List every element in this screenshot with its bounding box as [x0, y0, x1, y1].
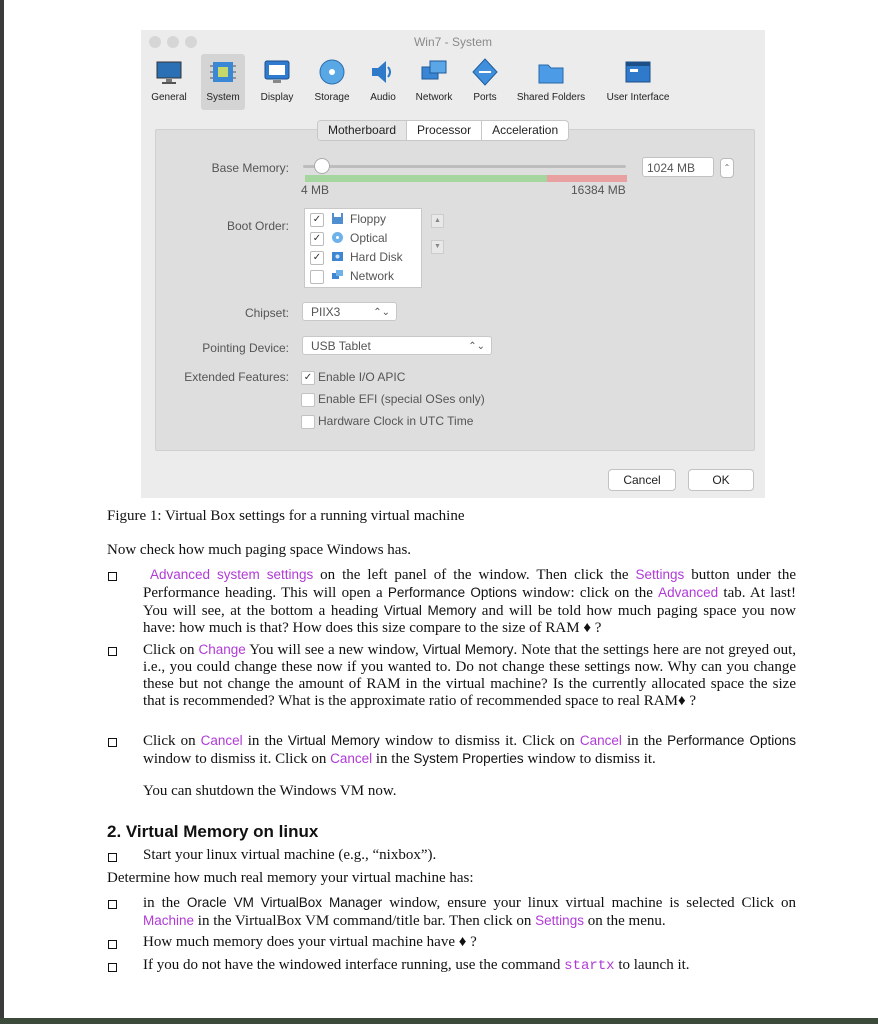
- list-item-start-linux: Start your linux virtual machine (e.g., “nixbox”).: [143, 847, 437, 863]
- boot-checkbox-hard-disk[interactable]: ✓: [310, 251, 324, 265]
- text-span: Virtual Memory: [383, 603, 477, 618]
- chipset-label: Chipset:: [244, 306, 289, 320]
- toolbar-label-user-interface: User Interface: [606, 92, 670, 103]
- chevron-updown-icon: ⌃⌄: [373, 307, 390, 318]
- text-span: in the: [372, 751, 414, 767]
- text-span: on the left panel of the window. Then click the: [313, 567, 636, 583]
- network-icon: [419, 57, 449, 87]
- boot-item-optical[interactable]: [305, 229, 421, 248]
- utc-checkbox[interactable]: [301, 415, 315, 429]
- text-span: Virtual Memory: [287, 733, 380, 748]
- display-icon: [262, 57, 292, 87]
- toolbar-label-storage: Storage: [314, 92, 350, 103]
- toolbar-audio[interactable]: [363, 54, 403, 110]
- text-span: in the: [143, 895, 187, 911]
- boot-checkbox-floppy[interactable]: ✓: [310, 213, 324, 227]
- text-span: window to dismiss it.: [523, 751, 656, 767]
- disc-icon: [317, 57, 347, 87]
- efi-checkbox[interactable]: [301, 393, 315, 407]
- hard-disk-icon: [331, 250, 344, 263]
- toolbar-ports[interactable]: [467, 54, 503, 110]
- utc-label: Hardware Clock in UTC Time: [318, 414, 474, 428]
- section-heading: 2. Virtual Memory on linux: [107, 822, 319, 841]
- pointing-device-value: USB Tablet: [311, 339, 371, 353]
- link-change[interactable]: Change: [198, 642, 246, 657]
- toolbar-network[interactable]: [411, 54, 457, 110]
- window-ui-icon: [623, 57, 653, 87]
- text-span: Performance Options: [387, 585, 517, 600]
- text-span: . Note that the settings here are not greyed out, i.e., you could change these now if you wanted to. Do not change these settings now. Why can you change these but not change the amount of RAM in the virtual machine? Is the currently allocated space the size that is recommended? What is the approximate ratio of recommended space to real RAM♦ ?: [143, 642, 796, 709]
- memory-range-indicator: [305, 175, 627, 182]
- link-cancel[interactable]: Cancel: [200, 733, 243, 748]
- io-apic-label: Enable I/O APIC: [318, 370, 406, 384]
- memory-max-label: 16384 MB: [571, 183, 626, 197]
- settings-tabs: [317, 120, 569, 141]
- efi-label: Enable EFI (special OSes only): [318, 392, 485, 406]
- list-item-memory-question: How much memory does your virtual machine have ♦ ?: [143, 934, 477, 950]
- base-memory-label: Base Memory:: [211, 161, 289, 175]
- text-span: window, ensure your linux virtual machine is selected Click on: [382, 895, 796, 911]
- text-span: window to dismiss it. Click on: [379, 733, 580, 749]
- code-startx: startx: [564, 958, 615, 974]
- chipset-value: PIIX3: [311, 305, 341, 319]
- boot-checkbox-optical[interactable]: ✓: [310, 232, 324, 246]
- memory-stepper[interactable]: ⌃: [720, 158, 734, 178]
- tab-acceleration[interactable]: Acceleration: [481, 121, 568, 140]
- link-cancel[interactable]: Cancel: [330, 751, 373, 766]
- network-small-icon: [331, 269, 344, 282]
- toolbar-user-interface[interactable]: [601, 54, 675, 110]
- boot-order-label: Boot Order:: [226, 219, 289, 233]
- checkbox-bullet: [108, 900, 117, 909]
- toolbar-general[interactable]: [147, 54, 191, 110]
- pointing-device-select[interactable]: [302, 336, 492, 355]
- boot-item-floppy[interactable]: [305, 210, 421, 229]
- checkbox-bullet: [108, 572, 117, 581]
- toolbar-storage[interactable]: [309, 54, 355, 110]
- boot-item-network[interactable]: [305, 267, 421, 286]
- move-up-icon[interactable]: ▲: [431, 214, 444, 228]
- extended-features-label: Extended Features:: [184, 370, 289, 384]
- text-span: and will be told how much paging space you now have: how much is that? How does this size compare to the size of RAM ♦ ?: [143, 603, 796, 636]
- list-item-cancel: [143, 732, 796, 768]
- link-advanced[interactable]: Advanced: [658, 585, 719, 600]
- screen-bottom-edge: [0, 1018, 878, 1024]
- memory-min-label: 4 MB: [301, 183, 330, 197]
- text-span: button under the Performance heading. This will open a: [143, 567, 797, 601]
- toolbar-shared-folders[interactable]: [513, 54, 589, 110]
- toolbar-label-display: Display: [260, 92, 294, 103]
- list-item-change: [143, 641, 796, 710]
- tab-processor[interactable]: Processor: [406, 121, 481, 140]
- io-apic-checkbox[interactable]: ✓: [301, 371, 315, 385]
- text-span: in the: [621, 733, 668, 749]
- ports-icon: [470, 57, 500, 87]
- boot-item-label: Floppy: [350, 212, 387, 226]
- boot-item-label: Network: [350, 269, 395, 283]
- floppy-icon: [331, 212, 344, 225]
- text-span: Oracle VM VirtualBox Manager: [186, 895, 383, 910]
- link-advanced-system-settings[interactable]: Advanced system settings: [149, 567, 314, 582]
- text-span: Virtual Memory: [422, 642, 514, 657]
- checkbox-bullet: [108, 853, 117, 862]
- toolbar-label-shared-folders: Shared Folders: [516, 92, 586, 103]
- speaker-icon: [368, 57, 398, 87]
- text-span: Click on: [143, 642, 199, 658]
- checkbox-bullet: [108, 940, 117, 949]
- text-span: on the menu.: [583, 913, 666, 929]
- link-machine[interactable]: Machine: [143, 913, 195, 928]
- text-span: in the VirtualBox VM command/title bar. Then click on: [194, 913, 536, 929]
- virtualbox-settings-window: [141, 30, 765, 498]
- chip-icon: [208, 57, 238, 87]
- paragraph-intro: Now check how much paging space Windows has.: [107, 542, 412, 558]
- toolbar-display[interactable]: [255, 54, 299, 110]
- text-span: Performance Options: [667, 733, 797, 748]
- list-item-oracle-manager: [143, 894, 796, 930]
- settings-toolbar: [141, 54, 765, 110]
- toolbar-label-ports: Ports: [473, 92, 497, 103]
- optical-disc-icon: [331, 231, 344, 244]
- figure-caption: Figure 1: Virtual Box settings for a running virtual machine: [107, 508, 465, 524]
- link-settings[interactable]: Settings: [535, 913, 584, 928]
- ok-button[interactable]: OK: [688, 469, 754, 491]
- boot-item-label: Optical: [350, 231, 388, 245]
- memory-slider-track[interactable]: [303, 165, 626, 168]
- toolbar-system[interactable]: [201, 54, 245, 110]
- base-memory-input[interactable]: 1024 MB: [642, 157, 714, 177]
- link-settings[interactable]: Settings: [635, 567, 685, 582]
- chipset-select[interactable]: [302, 302, 397, 321]
- cancel-button[interactable]: Cancel: [608, 469, 676, 491]
- title-bar: [141, 30, 765, 54]
- move-down-icon[interactable]: ▼: [431, 240, 444, 254]
- checkbox-bullet: [108, 963, 117, 972]
- checkbox-bullet: [108, 647, 117, 656]
- text-span: window: click on the: [516, 585, 659, 601]
- text-span: tab. At last! You will see, at the bottom a heading: [143, 585, 796, 619]
- text-span: window to dismiss it. Click on: [143, 751, 331, 767]
- text-span: in the: [242, 733, 288, 749]
- text-span: System Properties: [413, 751, 524, 766]
- paragraph-shutdown: You can shutdown the Windows VM now.: [143, 783, 397, 799]
- toolbar-label-general: General: [151, 92, 187, 103]
- list-item-advanced-settings: [143, 566, 796, 637]
- tab-motherboard[interactable]: Motherboard: [318, 121, 406, 140]
- text-span: You will see a new window,: [245, 642, 423, 658]
- boot-item-hard-disk[interactable]: [305, 248, 421, 267]
- text-span: to launch it.: [614, 957, 690, 973]
- paragraph-determine: Determine how much real memory your virtual machine has:: [107, 870, 474, 886]
- toolbar-label-network: Network: [415, 92, 453, 103]
- chevron-updown-icon: ⌃⌄: [468, 341, 485, 352]
- boot-checkbox-network[interactable]: [310, 270, 324, 284]
- checkbox-bullet: [108, 738, 117, 747]
- window-title: Win7 - System: [413, 35, 492, 49]
- boot-order-list: [304, 208, 422, 288]
- list-item-startx: [143, 957, 796, 975]
- text-span: Click on: [143, 733, 201, 749]
- text-span: If you do not have the windowed interface running, use the command: [143, 957, 565, 973]
- boot-item-label: Hard Disk: [350, 250, 403, 264]
- document-page: [4, 0, 878, 1018]
- toolbar-label-system: System: [206, 92, 240, 103]
- link-cancel[interactable]: Cancel: [579, 733, 622, 748]
- monitor-icon: [154, 57, 184, 87]
- folder-icon: [536, 57, 566, 87]
- toolbar-label-audio: Audio: [370, 92, 396, 103]
- pointing-device-label: Pointing Device:: [202, 341, 289, 355]
